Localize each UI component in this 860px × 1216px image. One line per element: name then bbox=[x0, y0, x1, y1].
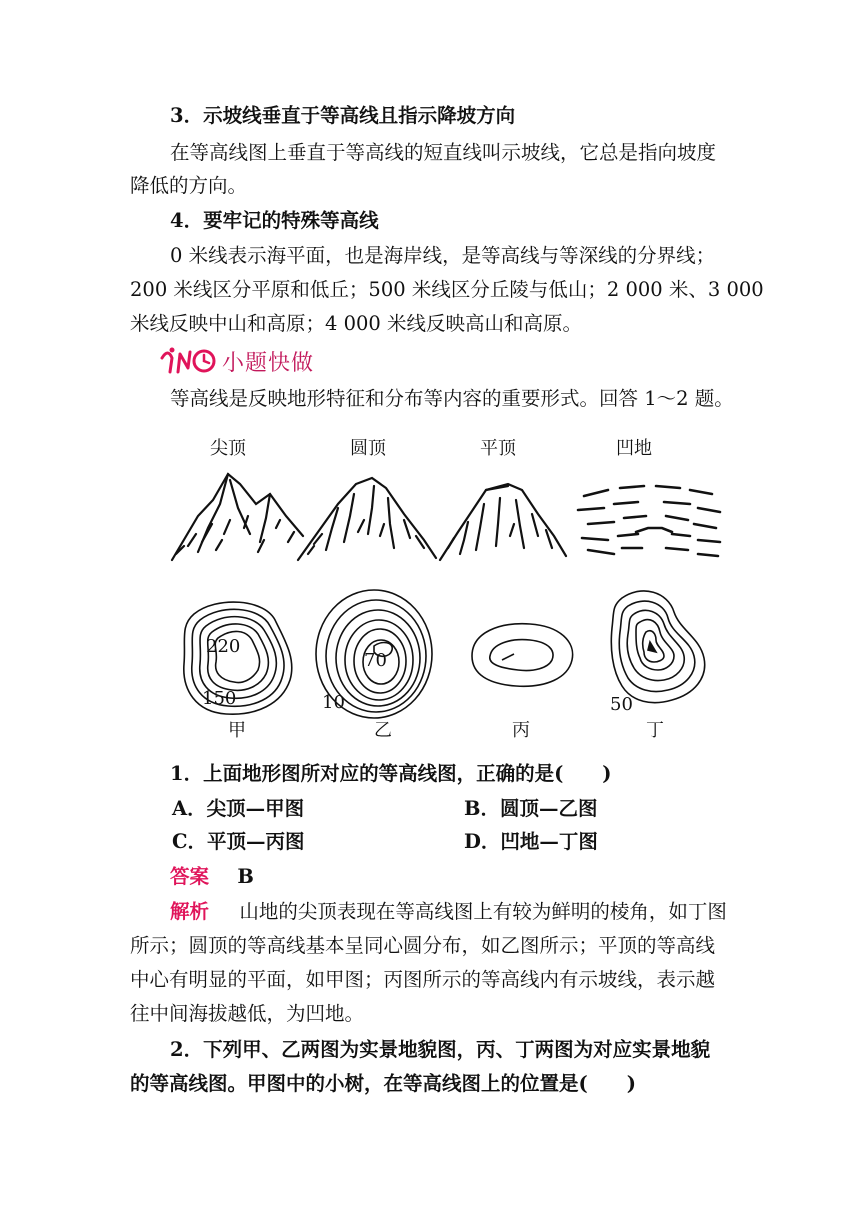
intro-text: 等高线是反映地形特征和分布等内容的重要形式。回答 1～2 题。 bbox=[170, 387, 734, 410]
label-ding: 丁 bbox=[646, 720, 664, 741]
section3-text-line1: 在等高线图上垂直于等高线的短直线叫示坡线，它总是指向坡度 bbox=[170, 141, 717, 164]
yi-outer-value: 10 bbox=[322, 692, 345, 713]
pointed-top-sketch bbox=[172, 474, 303, 560]
label-bing: 丙 bbox=[512, 720, 530, 741]
section4-heading: 4．要牢记的特殊等高线 bbox=[170, 209, 379, 232]
label-pointed-top: 尖顶 bbox=[210, 438, 246, 459]
terrain-contour-figure bbox=[168, 424, 732, 754]
flat-top-sketch bbox=[440, 484, 566, 560]
section4-text-line1: 0 米线表示海平面，也是海岸线，是等高线与等深线的分界线； bbox=[170, 244, 716, 267]
analysis-label: 解析 bbox=[170, 900, 210, 923]
section3-heading: 3．示坡线垂直于等高线且指示降坡方向 bbox=[170, 104, 516, 127]
q1-option-d: D．凹地—丁图 bbox=[464, 830, 598, 853]
q2-line1: 2．下列甲、乙两图为实景地貌图，丙、丁两图为对应实景地貌 bbox=[170, 1038, 711, 1061]
analysis-line4: 往中间海拔越低，为凹地。 bbox=[130, 1002, 365, 1025]
label-flat-top: 平顶 bbox=[480, 438, 516, 459]
analysis-line2: 所示；圆顶的等高线基本呈同心圆分布，如乙图所示；平顶的等高线 bbox=[130, 934, 716, 957]
label-jia: 甲 bbox=[228, 720, 246, 741]
contour-bing bbox=[472, 624, 573, 687]
answer-value: B bbox=[237, 865, 254, 888]
ding-outer-value: 50 bbox=[610, 694, 633, 715]
section4-text-line3: 米线反映中山和高原；4 000 米线反映高山和高原。 bbox=[130, 312, 583, 335]
jia-outer-value: 150 bbox=[202, 688, 237, 709]
contour-jia bbox=[184, 602, 292, 714]
label-round-top: 圆顶 bbox=[350, 438, 386, 459]
round-top-sketch bbox=[298, 478, 436, 560]
yi-inner-value: 70 bbox=[364, 650, 387, 671]
q1-analysis-row1 bbox=[170, 900, 727, 924]
quick-practice-banner bbox=[160, 342, 340, 378]
section4-text-line2: 200 米线区分平原和低丘；500 米线区分丘陵与低山；2 000 米、3 000 bbox=[130, 278, 764, 301]
label-yi: 乙 bbox=[374, 720, 392, 741]
q2-line2: 的等高线图。甲图中的小树，在等高线图上的位置是( ) bbox=[130, 1072, 636, 1095]
contour-ding bbox=[611, 591, 704, 703]
terrain-sketches bbox=[168, 424, 732, 754]
q1-option-b: B．圆顶—乙图 bbox=[464, 797, 598, 820]
jia-inner-value: 220 bbox=[206, 636, 241, 657]
q1-option-c: C．平顶—丙图 bbox=[172, 830, 305, 853]
analysis-line3: 中心有明显的平面，如甲图；丙图所示的等高线内有示坡线，表示越 bbox=[130, 968, 716, 991]
quick-practice-logo-icon bbox=[160, 344, 218, 376]
banner-label: 小题快做 bbox=[222, 351, 315, 376]
depression-sketch bbox=[578, 486, 720, 556]
label-depression: 凹地 bbox=[616, 438, 652, 459]
answer-label: 答案 bbox=[170, 865, 210, 888]
analysis-line1: 山地的尖顶表现在等高线图上有较为鲜明的棱角，如丁图 bbox=[239, 900, 727, 923]
q1-answer-row bbox=[170, 865, 254, 889]
section3-text-line2: 降低的方向。 bbox=[130, 174, 248, 197]
q1-option-a: A．尖顶—甲图 bbox=[172, 797, 305, 820]
q1-stem: 1．上面地形图所对应的等高线图，正确的是( ) bbox=[170, 762, 612, 785]
